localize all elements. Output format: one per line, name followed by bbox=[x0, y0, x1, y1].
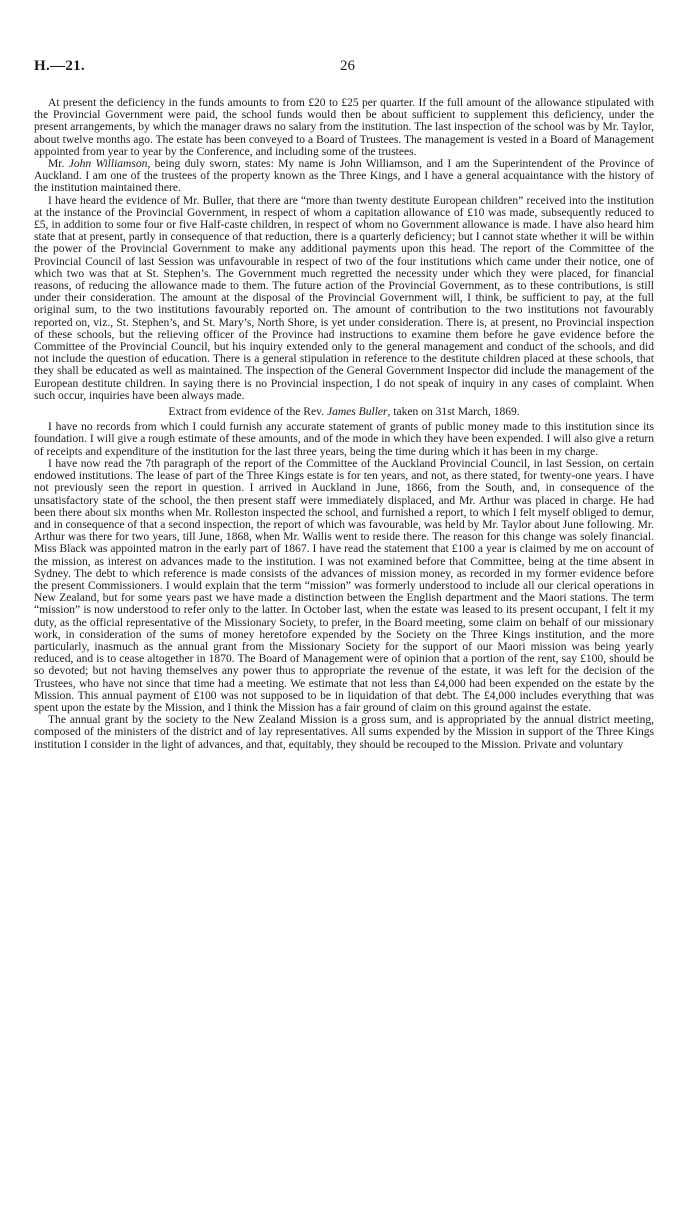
paragraph bbox=[34, 458, 654, 714]
paragraph bbox=[34, 158, 654, 195]
paragraph-text: At present the deficiency in the funds amounts to from £20 to £25 per quarter. If the full amount of the allowance stipulated with the Provincial Government were paid, the school funds would then be about sufficient to supplement this deficiency, under the present arrangements, by which the manager draws no salary from the institution. The last inspection of the school was by Mr. Taylor, about twelve months ago. The estate has been conveyed to a Board of Trustees. The management is vested in a Board of Management appointed from year to year by the Conference, and including some of the trustees. bbox=[34, 97, 654, 158]
paragraph-text: Extract from evidence of the Rev. bbox=[168, 406, 327, 419]
paragraph-text: I have heard the evidence of Mr. Buller, that there are “more than twenty destitute European children” received into the institution at the instance of the Provincial Government, in respect of whom a capitation allowance of £10 was made, subsequently reduced to £5, in addition to some four or five Half-caste children, in respect of whom no Government allowance is made. I have also heard him state that at present, partly in consequence of that reduction, there is a quarterly deficiency; but I cannot state whether it will be within the power of the Provincial Government to make any additional payments upon this head. The report of the Committee of the Provincial Council of last Session was unfavourable in respect of two of the four institutions which came under their notice, one of which two was that at St. Stephen’s. The Government much regretted the necessity under which they were placed, for financial reasons, of reducing the allowance made to them. The future action of the Provincial Government, as to these contributions, is still under their consideration. The amount at the disposal of the Provincial Government will, I think, be sufficient to pay, at the full original sum, to the two institutions favourably reported on. The amount of contribution to the two institutions not favourably reported on, viz., St. Stephen’s, and St. Mary’s, North Shore, is yet under consideration. There is, at present, no Provincial inspection of these schools, but the relieving officer of the Province had instructions to examine them before he gave evidence before the Committee of the Provincial Council, but his inquiry extended only to the general management and conduct of the schools, and did not include the question of education. There is a general stipulation in reference to the destitute children placed at these schools, that they shall be educated as well as maintained. The inspection of the General Government Inspector did include the management of the European destitute children. In saying there is no Provincial inspection, I do not speak of inquiry in any cases of complaint. When such occur, inquiries have been always made. bbox=[34, 194, 654, 402]
document-reference: H.—21. bbox=[34, 58, 85, 74]
paragraph-text: , taken on 31st March, 1869. bbox=[387, 406, 520, 419]
paragraph bbox=[34, 195, 654, 402]
section-heading bbox=[34, 406, 654, 418]
paragraph bbox=[34, 421, 654, 458]
paragraph-text: Mr. bbox=[48, 158, 69, 171]
paragraph-text: I have now read the 7th paragraph of the report of the Committee of the Auckland Provincial Council, in last Session, on certain endowed institutions. The lease of part of the Three Kings estate is for ten years, and not, as there stated, for twenty-one years. I have not previously seen the report in question. I arrived in Auckland in June, 1866, from the South, and, in consequence of the unsatisfactory state of the school, the then present staff were immediately displaced, and Mr. Arthur was placed in charge. He had been there about six months when Mr. Rolleston inspected the school, and furnished a report, to which I felt myself obliged to demur, and in consequence of that a second inspection, the report of which was favourable, was held by Mr. Taylor about June following. Mr. Arthur was there for two years, till June, 1868, when Mr. Wallis went to reside there. The reason for this change was solely financial. Miss Black was appointed matron in the early part of 1867. I have read the statement that £100 a year is claimed by me on account of the mission, as interest on advances made to the institution. I was not examined before that Committee, being at the time absent in Sydney. The debt to which reference is made consists of the advances of mission money, as recorded in my former evidence before the present Commissioners. I would explain that the term “mission” was formerly understood to include all our clerical operations in New Zealand, but for some years past we have made a distinction between the English department and the Maori stations. The term “mission” is now understood to refer only to the latter. In October last, when the estate was leased to its present occupant, I felt it my duty, as the official representative of the Missionary Society, to prefer, in the Board meeting, some claim on behalf of our missionary work, in consideration of the sums of money heretofore expended by the Society on the Three Kings institution, and the more particularly, inasmuch as the annual grant from the Missionary Society for the support of our Maori mission was being yearly reduced, and is to cease altogether in 1870. The Board of Management were of opinion that a portion of the rent, say £100, should be so devoted; but not having themselves any power thus to appropriate the revenue of the estate, it was left for the decision of the Trustees, who have not since that time had a meeting. We estimate that not less than £4,000 had been expended on the estate by the Mission. This annual payment of £100 was not supposed to be in liquidation of that debt. The £4,000 includes everything that was spent upon the estate by the Mission, and I think the Mission has a fair ground of claim on this ground against the estate. bbox=[34, 457, 654, 714]
page-number: 26 bbox=[340, 58, 355, 74]
paragraph bbox=[34, 714, 654, 751]
paragraph-text: , being duly sworn, states: My name is John Williamson, and I am the Superintendent of the Province of Auckland. I am one of the trustees of the property known as the Three Kings, and I have a general acquaintance with the history of the institution maintained there. bbox=[34, 158, 654, 195]
italic-name: John Williamson bbox=[68, 158, 148, 171]
italic-name: James Buller bbox=[326, 406, 388, 419]
document-body bbox=[34, 97, 654, 751]
paragraph bbox=[34, 97, 654, 158]
page-header bbox=[34, 58, 654, 82]
paragraph-text: The annual grant by the society to the New Zealand Mission is a gross sum, and is appropriated by the annual district meeting, composed of the ministers of the district and of lay representatives. All sums expended by the Mission in support of the Three Kings institution I consider in the light of advances, and that, equitably, they should be recouped to the Mission. Private and voluntary bbox=[34, 714, 654, 751]
paragraph-text: I have no records from which I could furnish any accurate statement of grants of public money made to this institution since its foundation. I will give a rough estimate of these amounts, and of the mode in which they have been expended. I will also give a return of receipts and expenditure of the institution for the last three years, being the time during which it has been in my charge. bbox=[34, 421, 654, 458]
